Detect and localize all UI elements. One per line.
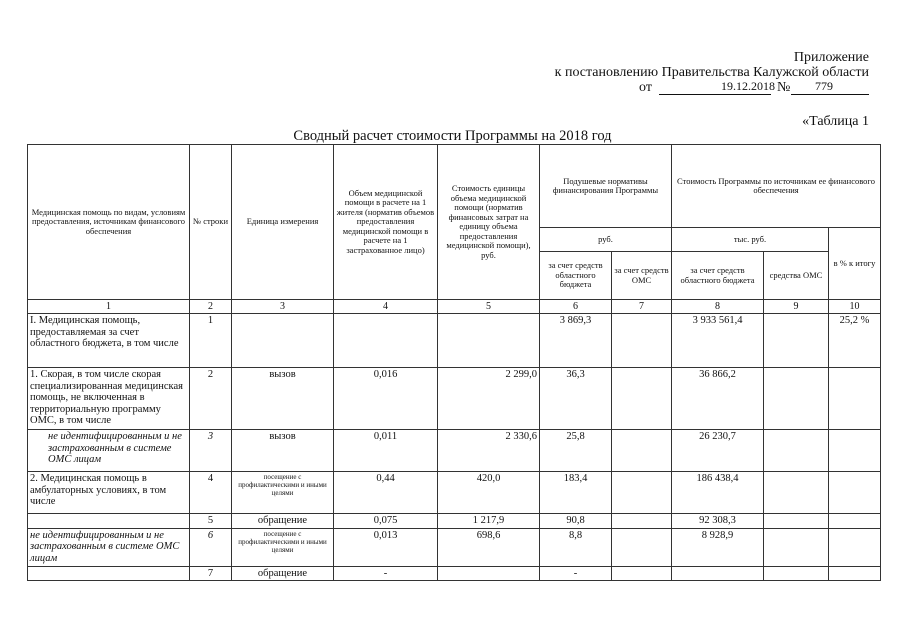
row-unit-cost: 698,6: [438, 528, 540, 566]
row-volume: [334, 314, 438, 368]
row-name: [28, 514, 190, 529]
row-volume: 0,075: [334, 514, 438, 529]
table-row: [28, 566, 881, 581]
row-budget-tys: 36 866,2: [672, 368, 764, 430]
row-number: 1: [190, 314, 232, 368]
row-volume: 0,016: [334, 368, 438, 430]
row-number: 2: [190, 368, 232, 430]
row-budget-tys: [672, 566, 764, 581]
header-regional-budget-rub: за счет средств областного бюджета: [540, 252, 612, 300]
header-percent: в % к итогу: [829, 228, 881, 300]
row-unit: посещение с профилактическими и иными целями: [232, 528, 334, 566]
from-label: от: [639, 80, 652, 95]
row-number: 7: [190, 566, 232, 581]
row-budget-rub: 25,8: [540, 430, 612, 472]
header-per-capita: Подушевые нормативы финансирования Программы: [540, 145, 672, 228]
header-regional-budget-tys: за счет средств областного бюджета: [672, 252, 764, 300]
cost-table: [27, 144, 881, 581]
row-percent: [829, 368, 881, 430]
row-name: [28, 566, 190, 581]
row-oms-rub: [612, 528, 672, 566]
row-number: 5: [190, 514, 232, 529]
row-oms-rub: [612, 430, 672, 472]
row-budget-rub: 3 869,3: [540, 314, 612, 368]
row-unit: вызов: [232, 368, 334, 430]
header-unit-cost: Стоимость единицы объема медицинской помощи (норматив финансовых затрат на единицу объема предоставления медицинской помощи), руб.: [438, 145, 540, 300]
row-oms-tys: [764, 368, 829, 430]
row-budget-tys: 26 230,7: [672, 430, 764, 472]
row-volume: -: [334, 566, 438, 581]
row-unit: вызов: [232, 430, 334, 472]
row-oms-tys: [764, 514, 829, 529]
col-num: 5: [438, 300, 540, 314]
row-name: 2. Медицинская помощь в амбулаторных условиях, в том числе: [28, 472, 190, 514]
header-volume: Объем медицинской помощи в расчете на 1 жителя (норматив объемов предоставления медицинской помощи в расчете на 1 застрахованное лицо): [334, 145, 438, 300]
header-unit: Единица измерения: [232, 145, 334, 300]
row-volume: 0,013: [334, 528, 438, 566]
page-title: Сводный расчет стоимости Программы на 2018 год: [293, 128, 612, 144]
row-unit-cost: 420,0: [438, 472, 540, 514]
header-tys-rub: тыс. руб.: [672, 228, 829, 252]
col-num: 3: [232, 300, 334, 314]
col-num: 9: [764, 300, 829, 314]
header-program-cost: Стоимость Программы по источникам ее финансового обеспечения: [672, 145, 881, 228]
number-underline: [791, 94, 869, 95]
resolution-number: 779: [815, 79, 833, 93]
column-number-row: [28, 300, 881, 314]
header-oms-tys: средства ОМС: [764, 252, 829, 300]
row-name: I. Медицинская помощь, предоставляемая за счет областного бюджета, в том числе: [28, 314, 190, 368]
row-oms-tys: [764, 472, 829, 514]
row-name: не идентифицированным и не застрахованным в системе ОМС лицам: [28, 430, 190, 472]
row-unit: обращение: [232, 566, 334, 581]
col-num: 6: [540, 300, 612, 314]
row-oms-rub: [612, 314, 672, 368]
resolution-date: 19.12.2018: [721, 79, 775, 93]
date-number-line: [639, 80, 869, 96]
row-oms-rub: [612, 368, 672, 430]
row-name: 1. Скорая, в том числе скорая специализированная медицинская помощь, не включенная в территориальную программу ОМС, в том числе: [28, 368, 190, 430]
row-unit: [232, 314, 334, 368]
table-row: [28, 514, 881, 529]
row-percent: 25,2 %: [829, 314, 881, 368]
table-row: [28, 472, 881, 514]
row-oms-tys: [764, 528, 829, 566]
header-oms-rub: за счет средств ОМС: [612, 252, 672, 300]
col-num: 8: [672, 300, 764, 314]
col-num: 10: [829, 300, 881, 314]
number-label: №: [777, 80, 791, 95]
row-volume: 0,44: [334, 472, 438, 514]
row-oms-rub: [612, 566, 672, 581]
row-oms-rub: [612, 472, 672, 514]
resolution-label: к постановлению Правительства Калужской области: [554, 65, 869, 80]
row-oms-rub: [612, 514, 672, 529]
date-underline: [659, 94, 771, 95]
table-tag: «Таблица 1: [802, 114, 869, 129]
row-budget-rub: 8,8: [540, 528, 612, 566]
row-unit-cost: [438, 566, 540, 581]
row-volume: 0,011: [334, 430, 438, 472]
row-budget-rub: 183,4: [540, 472, 612, 514]
row-unit-cost: 2 299,0: [438, 368, 540, 430]
row-number: 4: [190, 472, 232, 514]
row-percent: [829, 472, 881, 514]
row-budget-tys: 186 438,4: [672, 472, 764, 514]
row-number: 6: [190, 528, 232, 566]
row-unit: посещение с профилактическими и иными целями: [232, 472, 334, 514]
header-rub: руб.: [540, 228, 672, 252]
row-unit-cost: [438, 314, 540, 368]
row-budget-rub: 90,8: [540, 514, 612, 529]
row-oms-tys: [764, 314, 829, 368]
table-row: [28, 314, 881, 368]
row-budget-rub: 36,3: [540, 368, 612, 430]
table-row: [28, 368, 881, 430]
row-budget-tys: 8 928,9: [672, 528, 764, 566]
row-unit: обращение: [232, 514, 334, 529]
row-budget-tys: 92 308,3: [672, 514, 764, 529]
row-budget-rub: -: [540, 566, 612, 581]
row-unit-cost: 2 330,6: [438, 430, 540, 472]
row-percent: [829, 528, 881, 566]
header-row-number: № строки: [190, 145, 232, 300]
row-budget-tys: 3 933 561,4: [672, 314, 764, 368]
row-oms-tys: [764, 430, 829, 472]
row-name: не идентифицированным и не застрахованным в системе ОМС лицам: [28, 528, 190, 566]
table-row: [28, 430, 881, 472]
row-number: 3: [190, 430, 232, 472]
appendix-label: Приложение: [793, 50, 869, 65]
row-unit-cost: 1 217,9: [438, 514, 540, 529]
row-percent: [829, 430, 881, 472]
header-care-type: Медицинская помощь по видам, условиям предоставления, источникам финансового обеспечения: [28, 145, 190, 300]
col-num: 7: [612, 300, 672, 314]
row-percent: [829, 514, 881, 529]
col-num: 1: [28, 300, 190, 314]
col-num: 2: [190, 300, 232, 314]
col-num: 4: [334, 300, 438, 314]
row-percent: [829, 566, 881, 581]
table-row: [28, 528, 881, 566]
row-oms-tys: [764, 566, 829, 581]
